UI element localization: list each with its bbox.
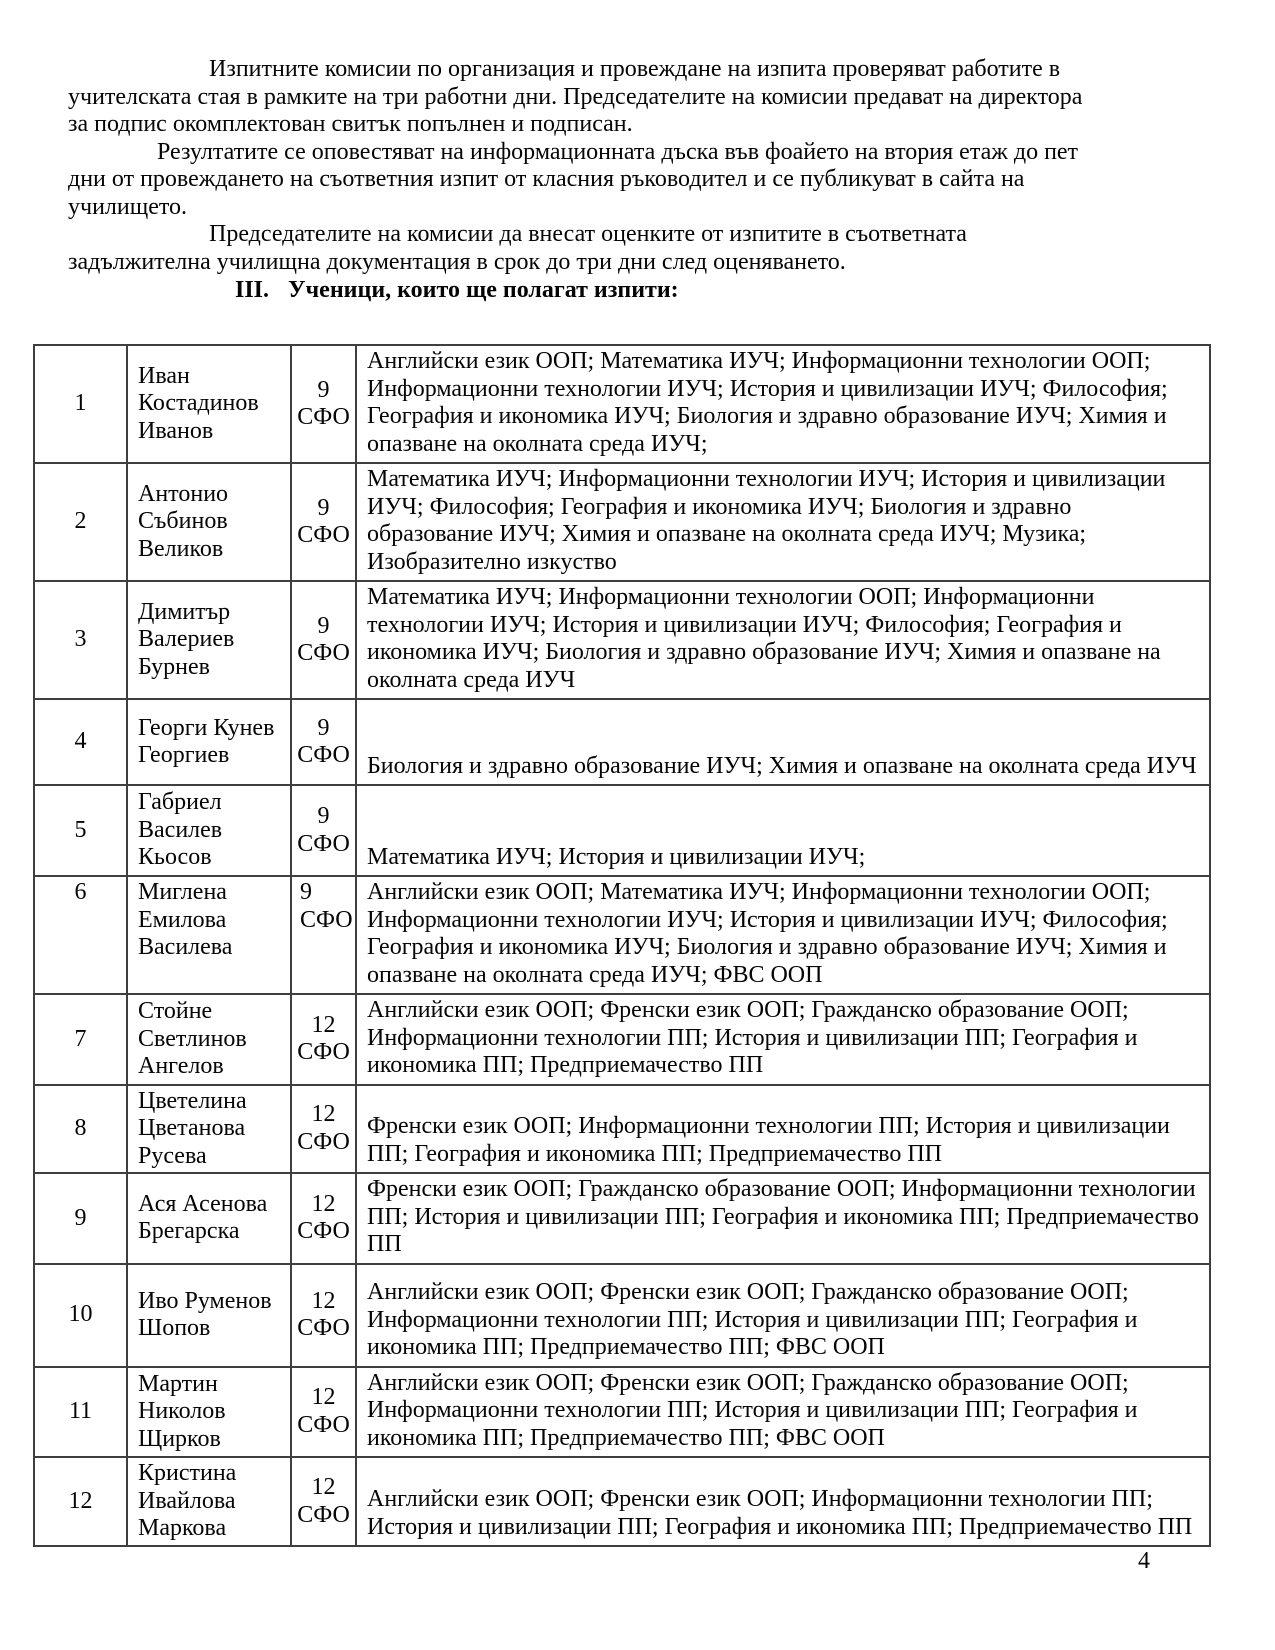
student-number-cell: 8 [34, 1085, 127, 1174]
student-name-cell: Ася Асенова Брегарска [127, 1173, 291, 1264]
student-number-cell: 6 [34, 876, 127, 994]
student-grade-cell [291, 994, 356, 1085]
grade-form-label: СФО [297, 1315, 350, 1341]
student-name-cell: Миглена Емилова Василева [127, 876, 291, 994]
student-grade-cell [291, 1264, 356, 1367]
student-grade-cell [291, 1173, 356, 1264]
student-name-cell: Габриел Василев Кьосов [127, 785, 291, 876]
student-row [34, 1367, 1210, 1458]
student-subjects-cell: Френски език ООП; Гражданско образование ООП; Информационни технологии ПП; История и цивилизации ПП; География и икономика ПП; Предприемачество ПП [356, 1173, 1210, 1264]
student-grade-cell [291, 463, 356, 581]
student-row [34, 1173, 1210, 1264]
student-number-cell: 1 [34, 345, 127, 463]
student-subjects-cell: Английски език ООП; Френски език ООП; Гражданско образование ООП; Информационни технологии ПП; История и цивилизации ПП; География и икономика ПП; Предприемачество ПП [356, 994, 1210, 1085]
grade-number: 12 [311, 1287, 336, 1314]
grade-form-label: СФО [297, 742, 350, 768]
grade-number: 12 [311, 1011, 336, 1038]
student-name-cell: Цветелина Цветанова Русева [127, 1085, 291, 1174]
student-row [34, 699, 1210, 785]
grade-form-label: СФО [297, 640, 350, 666]
student-row [34, 581, 1210, 699]
page-number: 4 [1138, 1548, 1150, 1574]
grade-form-label: СФО [297, 830, 350, 857]
student-row [34, 1085, 1210, 1174]
student-grade-cell [291, 785, 356, 876]
grade-form-label: СФО [297, 1501, 350, 1528]
students-table [33, 344, 1211, 1547]
student-number-cell: 4 [34, 699, 127, 785]
section-heading [68, 276, 1103, 304]
grade-number: 9 [300, 879, 312, 905]
student-name-cell: Иван Костадинов Иванов [127, 345, 291, 463]
student-number-cell: 9 [34, 1173, 127, 1264]
grade-form-label: СФО [297, 522, 350, 548]
student-row [34, 345, 1210, 463]
student-row [34, 994, 1210, 1085]
student-name-cell: Стойне Светлинов Ангелов [127, 994, 291, 1085]
grade-number: 9 [317, 803, 330, 829]
student-name-cell: Димитър Валериев Бурнев [127, 581, 291, 699]
grade-number: 12 [311, 1101, 336, 1128]
student-subjects-cell: Математика ИУЧ; Информационни технологии ООП; Информационни технологии ИУЧ; История и цивилизации ИУЧ; Философия; География и икономика ИУЧ; Биология и здравно образование ИУЧ; Химия и опазване на околната среда ИУЧ [356, 581, 1210, 699]
student-row [34, 785, 1210, 876]
grade-number: 9 [317, 612, 330, 639]
student-subjects-cell: Английски език ООП; Френски език ООП; Гражданско образование ООП; Информационни технологии ПП; История и цивилизации ПП; География и икономика ПП; Предприемачество ПП; ФВС ООП [356, 1264, 1210, 1367]
student-subjects-cell: Математика ИУЧ; Информационни технологии ИУЧ; История и цивилизации ИУЧ; Философия; География и икономика ИУЧ; Биология и здравно образование ИУЧ; Химия и опазване на околната среда ИУЧ; Музика; Изобразително изкуство [356, 463, 1210, 581]
student-subjects-cell: Английски език ООП; Математика ИУЧ; Информационни технологии ООП; Информационни технологии ИУЧ; История и цивилизации ИУЧ; Философия; География и икономика ИУЧ; Биология и здравно образование ИУЧ; Химия и опазване на околната среда ИУЧ; ФВС ООП [356, 876, 1210, 994]
student-subjects-cell: Биология и здравно образование ИУЧ; Химия и опазване на околната среда ИУЧ [356, 699, 1210, 785]
grade-form-label: СФО [297, 1411, 350, 1438]
student-number-cell: 10 [34, 1264, 127, 1367]
grade-number: 12 [311, 1190, 336, 1217]
student-row [34, 876, 1210, 994]
section-heading-number: III. [235, 277, 270, 303]
student-grade-cell [291, 1367, 356, 1458]
grade-form-label: СФО [297, 404, 350, 430]
student-row [34, 463, 1210, 581]
grade-number: 12 [311, 1384, 336, 1411]
grade-number: 9 [317, 494, 330, 521]
student-grade-cell [291, 581, 356, 699]
student-subjects-cell: Френски език ООП; Информационни технологии ПП; История и цивилизации ПП; География и икономика ПП; Предприемачество ПП [356, 1085, 1210, 1174]
grade-form-label: СФО [297, 1128, 350, 1155]
student-name-cell: Мартин Николов Щирков [127, 1367, 291, 1458]
student-row [34, 1457, 1210, 1546]
student-subjects-cell: Английски език ООП; Френски език ООП; Информационни технологии ПП; История и цивилизации ПП; География и икономика ПП; Предприемачество ПП [356, 1457, 1210, 1546]
student-grade-cell [291, 345, 356, 463]
paragraph-results-announcement: Резултатите се оповестяват на информационната дъска във фоайето на втория етаж до пет дни от провеждането на съответния изпит от класния ръководител и се публикуват в сайта на училището. [68, 138, 1079, 220]
student-number-cell: 5 [34, 785, 127, 876]
paragraph-grades-entry: Председателите на комисии да внесат оценките от изпитите в съответната задължителна училищна документация в срок до три дни след оценяването. [68, 221, 967, 275]
section-heading-title: Ученици, които ще полагат изпити: [288, 277, 679, 303]
student-subjects-cell: Английски език ООП; Математика ИУЧ; Информационни технологии ООП; Информационни технологии ИУЧ; История и цивилизации ИУЧ; Философия; География и икономика ИУЧ; Биология и здравно образование ИУЧ; Химия и опазване на околната среда ИУЧ; [356, 345, 1210, 463]
students-table-body [34, 345, 1210, 1546]
student-subjects-cell: Математика ИУЧ; История и цивилизации ИУЧ; [356, 785, 1210, 876]
student-number-cell: 11 [34, 1367, 127, 1458]
student-grade-cell [291, 1085, 356, 1174]
grade-number: 9 [317, 376, 330, 403]
student-number-cell: 3 [34, 581, 127, 699]
student-grade-cell [291, 699, 356, 785]
grade-number: 12 [311, 1474, 336, 1500]
grade-number: 9 [317, 714, 330, 741]
student-grade-cell [291, 1457, 356, 1546]
student-grade-cell [291, 876, 356, 994]
student-row [34, 1264, 1210, 1367]
paragraph-exam-commissions: Изпитните комисии по организация и провеждане на изпита проверяват работите в учителската стая в рамките на три работни дни. Председателите на комисии предават на директора за подпис окомплектован свитък попълнен и подписан. [68, 56, 1083, 137]
student-name-cell: Иво Руменов Шопов [127, 1264, 291, 1367]
student-number-cell: 7 [34, 994, 127, 1085]
grade-form-label: СФО [297, 1039, 350, 1066]
student-name-cell: Георги Кунев Георгиев [127, 699, 291, 785]
student-name-cell: Антонио Събинов Великов [127, 463, 291, 581]
student-number-cell: 12 [34, 1457, 127, 1546]
intro-text-block [68, 56, 1103, 304]
student-name-cell: Кристина Ивайлова Маркова [127, 1457, 291, 1546]
student-subjects-cell: Английски език ООП; Френски език ООП; Гражданско образование ООП; Информационни технологии ПП; История и цивилизации ПП; География и икономика ПП; Предприемачество ПП; ФВС ООП [356, 1367, 1210, 1458]
grade-form-label: СФО [297, 1218, 350, 1245]
student-number-cell: 2 [34, 463, 127, 581]
grade-form-label: СФО [300, 906, 353, 933]
